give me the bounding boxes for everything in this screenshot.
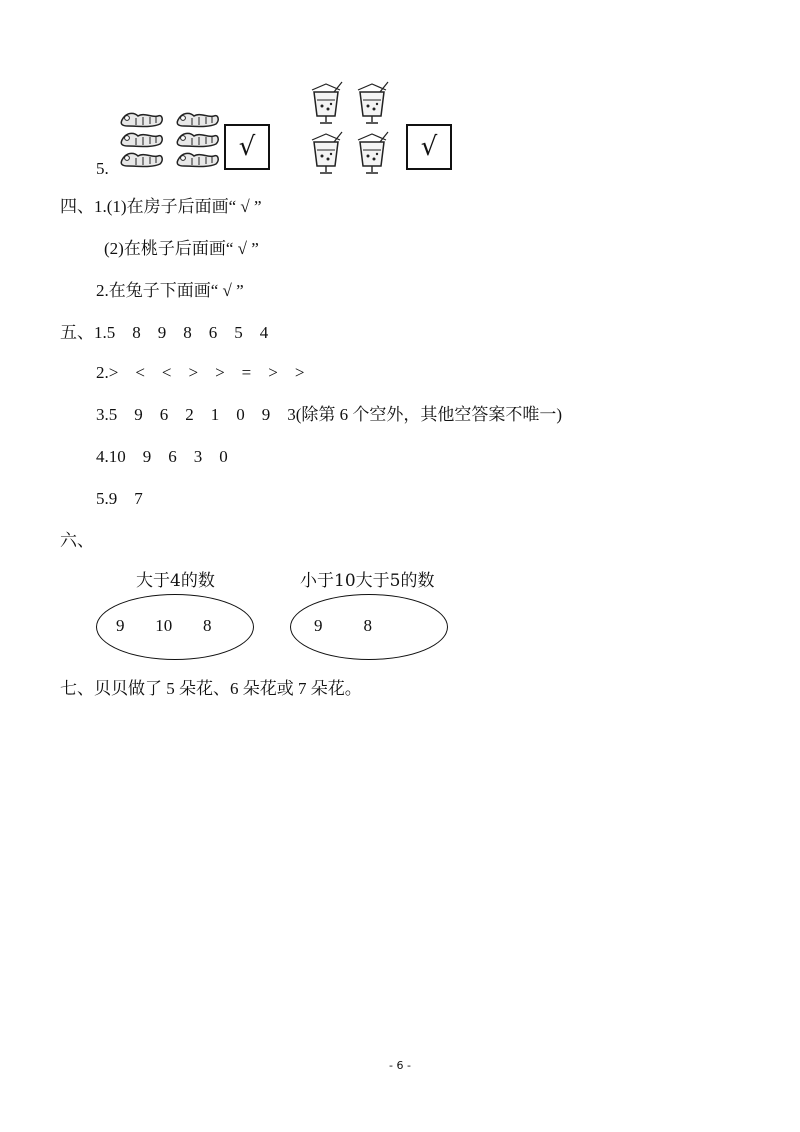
section5-line5: 5.9 7 — [96, 489, 143, 508]
section6-prefix: 六、 — [60, 531, 94, 551]
set1-label: 大于4的数 — [136, 571, 215, 591]
drink-group — [308, 80, 402, 176]
section5-prefix: 五、 — [60, 323, 94, 343]
section5-line4: 4.10 9 6 3 0 — [96, 447, 228, 466]
page-number: - 6 - — [389, 1059, 411, 1072]
caterpillar-check-box: √ — [224, 124, 270, 170]
set1-values: 9 10 8 — [116, 616, 212, 635]
section5-line2: 2.> < < > > = > > — [96, 363, 305, 382]
section5-line1: 1.5 8 9 8 6 5 4 — [94, 323, 269, 342]
set2-values: 9 8 — [314, 616, 372, 635]
section4-prefix: 四、 — [60, 197, 94, 217]
drink-check-box: √ — [406, 124, 452, 170]
set2-label: 小于10大于5的数 — [300, 571, 435, 591]
section4-line1: 1.(1)在房子后面画“ √ ” — [94, 197, 262, 216]
caterpillar-group — [118, 108, 220, 174]
section7-text: 七、贝贝做了 5 朵花、6 朵花或 7 朵花。 — [60, 679, 362, 698]
section4-line2: (2)在桃子后面画“ √ ” — [104, 239, 259, 258]
drink-glass-icon — [312, 82, 342, 123]
section5-line3: 3.5 9 6 2 1 0 9 3(除第 6 个空外，其他空答案不唯一) — [96, 405, 563, 424]
section4-line3: 2.在兔子下面画“ √ ” — [96, 281, 244, 300]
q5-label: 5. — [96, 159, 109, 178]
caterpillar-icon — [121, 113, 162, 126]
